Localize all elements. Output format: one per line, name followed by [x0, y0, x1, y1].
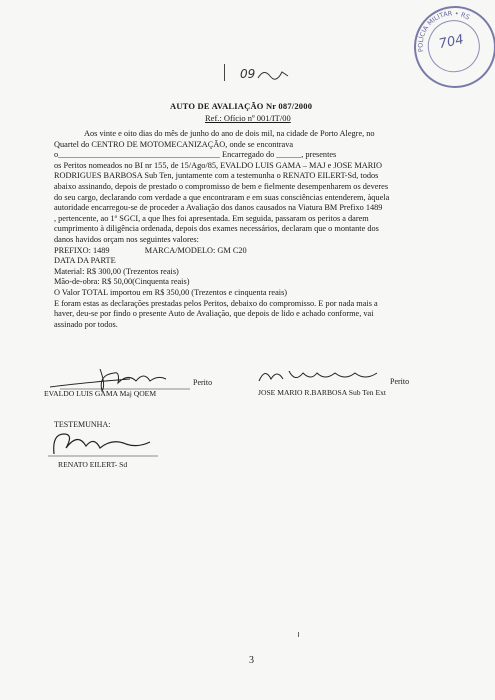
body-line: Quartel do CENTRO DE MOTOMECANIZAÇÃO, onde se encontrava	[54, 139, 294, 149]
official-stamp	[406, 0, 495, 96]
prefix-line: PREFIXO: 1489 MARCA/MODELO: GM C20	[54, 245, 247, 255]
document-title: AUTO DE AVALIAÇÃO Nr 087/2000	[170, 101, 313, 111]
body-line: autoridade encarregou-se de proceder a Avaliação dos danos causados na Viatura BM Prefixo 1489	[54, 203, 383, 213]
witness-label: TESTEMUNHA:	[54, 420, 111, 429]
signature-jose-mario	[255, 365, 395, 387]
body-line: os Peritos nomeados no BI nr 155, de 15/Ago/85, EVALDO LUIS GAMA – MAJ e JOSE MARIO	[54, 160, 383, 170]
material-line: Material: R$ 300,00 (Trezentos reais)	[54, 266, 179, 276]
total-line: O Valor TOTAL importou em R$ 350,00 (Trezentos e cinquenta reais)	[54, 287, 288, 297]
right-perito-label: Perito	[390, 377, 410, 386]
opening-paragraph	[54, 129, 451, 246]
stamp-number: 704	[437, 32, 466, 53]
body-line: abaixo assinando, depois de prestado o compromisso de bem e fielmente desempenharem os deveres	[54, 181, 389, 191]
document-reference: Ref.: Ofício nº 001/IT/00	[205, 113, 291, 123]
body-line: cumprimento à diligência ordenada, depois dos exames necessários, declaram que o montante dos	[54, 224, 379, 234]
labor-line: Mão-de-obra: R$ 50,00(Cinquenta reais)	[54, 277, 190, 287]
signature-witness	[46, 428, 166, 460]
folio-mark	[224, 64, 225, 81]
body-line: RODRIGUES BARBOSA Sub Ten, juntamente com a testemunha o RENATO EILERT-Sd, todos	[54, 171, 379, 181]
date-line: DATA DA PARTE	[54, 256, 116, 266]
svg-text:POLÍCIA MILITAR • RS: POLÍCIA MILITAR • RS	[416, 9, 472, 53]
body-line: Aos vinte e oito dias do mês de junho do ano de dois mil, na cidade de Porto Alegre, no	[84, 129, 375, 138]
body-line: do seu cargo, declarando com verdade a que encontraram e em suas consciências entenderem, àquela	[54, 192, 390, 202]
document-body	[54, 129, 451, 330]
right-signer-name: JOSE MARIO R.BARBOSA Sub Ten Ext	[258, 388, 387, 397]
body-line: danos havidos orçam nos seguintes valores:	[54, 234, 199, 244]
body-line: , pertencente, ao 1º SGCI, a que lhes foi apresentada. Em seguida, passaram os peritos a darem	[54, 213, 369, 223]
body-line: haver, deu-se por findo o presente Auto de Avaliação, que depois de lido e achado conforme, vai	[54, 309, 374, 319]
left-perito-label: Perito	[193, 378, 213, 387]
body-line: assinado por todos.	[54, 319, 118, 329]
page-number: 3	[249, 655, 254, 666]
body-line: E foram estas as declarações prestadas pelos Peritos, debaixo do compromisso. E por nada mais a	[54, 298, 378, 308]
folio-initials	[256, 66, 290, 82]
witness-name: RENATO EILERT- Sd	[58, 460, 128, 469]
closing-paragraph	[54, 299, 451, 331]
folio-number: 09	[240, 67, 256, 81]
left-signer-name: EVALDO LUIS GAMA Maj QOEM	[44, 389, 157, 398]
body-line: o_______________________________________ Encarregado do ______, presentes	[54, 150, 337, 160]
margin-tick	[298, 632, 299, 637]
